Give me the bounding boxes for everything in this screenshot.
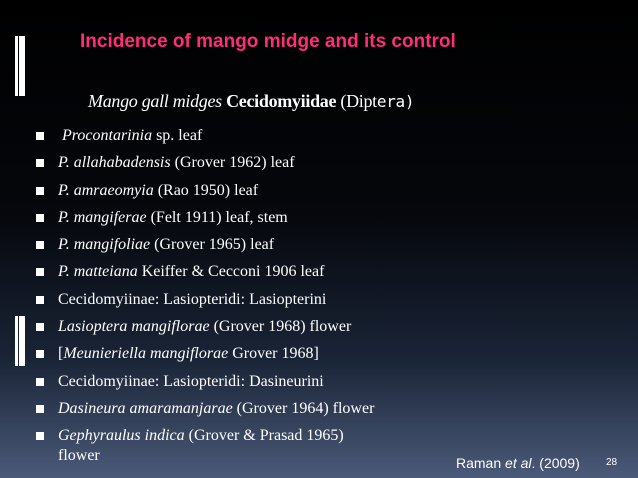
item-italic: P. mangifoliae <box>58 236 151 254</box>
citation-year: . (2009) <box>531 455 580 471</box>
slide-title: Incidence of mango midge and its control <box>80 31 456 52</box>
list-item <box>36 262 596 289</box>
citation-author: Raman <box>456 455 506 471</box>
item-italic: Lasioptera mangiflorae <box>58 318 210 336</box>
bullet-icon <box>36 432 44 440</box>
item-italic: Dasineura amaramanjarae <box>58 399 233 417</box>
list-item <box>36 372 596 399</box>
subtitle-plain: (Dipt <box>340 91 377 111</box>
bullet-icon <box>36 241 44 249</box>
bullet-icon <box>36 214 44 222</box>
item-text: Keiffer & Cecconi 1906 leaf <box>137 263 325 281</box>
bullet-icon <box>36 187 44 195</box>
bullet-icon <box>36 296 44 304</box>
bullet-icon <box>36 323 44 331</box>
list-item <box>36 208 596 235</box>
bullet-icon <box>36 132 44 140</box>
item-italic: P. allahabadensis <box>58 154 171 172</box>
item-prefix: [ <box>58 345 64 363</box>
item-text: (Grover & Prasad 1965) flower <box>58 427 344 465</box>
item-text: (Rao 1950) leaf <box>153 181 259 199</box>
citation-etal: et al <box>505 455 532 471</box>
bullet-icon <box>36 378 44 386</box>
item-italic: P. matteiana <box>58 263 138 281</box>
item-text: (Grover 1968) flower <box>209 318 352 336</box>
item-italic: Meunieriella mangiflorae <box>63 345 229 363</box>
item-text: Cecidomyiinae: Lasiopteridi: Dasineurini <box>58 372 324 390</box>
item-italic: P. mangiferae <box>58 208 147 226</box>
bullet-icon <box>36 350 44 358</box>
item-text: (Grover 1964) flower <box>232 399 375 417</box>
slide-subtitle <box>88 91 414 112</box>
item-text: (Felt 1911) leaf, stem <box>146 208 288 226</box>
list-item <box>36 399 596 426</box>
bottom-decorative-bars <box>15 316 25 366</box>
item-italic: Procontarinia <box>58 127 153 144</box>
bullet-icon <box>36 405 44 413</box>
item-italic: Gephyraulus indica <box>58 427 185 445</box>
subtitle-mono: era) <box>376 92 415 111</box>
item-text: sp. leaf <box>152 127 203 144</box>
item-text: (Grover 1965) leaf <box>150 236 275 254</box>
list-item <box>36 290 596 317</box>
item-text: Cecidomyiinae: Lasiopteridi: Lasiopterini <box>58 290 327 308</box>
page-number: 28 <box>606 457 618 468</box>
item-text: Grover 1968] <box>228 345 319 363</box>
list-item <box>36 126 596 153</box>
bullet-icon <box>36 159 44 167</box>
list-item <box>36 317 596 344</box>
subtitle-italic: Mango gall midges <box>88 91 222 111</box>
subtitle-bold: Cecidomyiidae <box>226 91 337 111</box>
list-item <box>36 153 596 180</box>
citation <box>456 455 580 471</box>
item-text: (Grover 1962) leaf <box>170 154 295 172</box>
item-italic: P. amraeomyia <box>58 181 154 199</box>
list-item <box>36 344 596 371</box>
bullet-list <box>36 126 596 470</box>
list-item <box>36 235 596 262</box>
bullet-icon <box>36 268 44 276</box>
list-item <box>36 181 596 208</box>
top-decorative-bars <box>15 36 25 96</box>
